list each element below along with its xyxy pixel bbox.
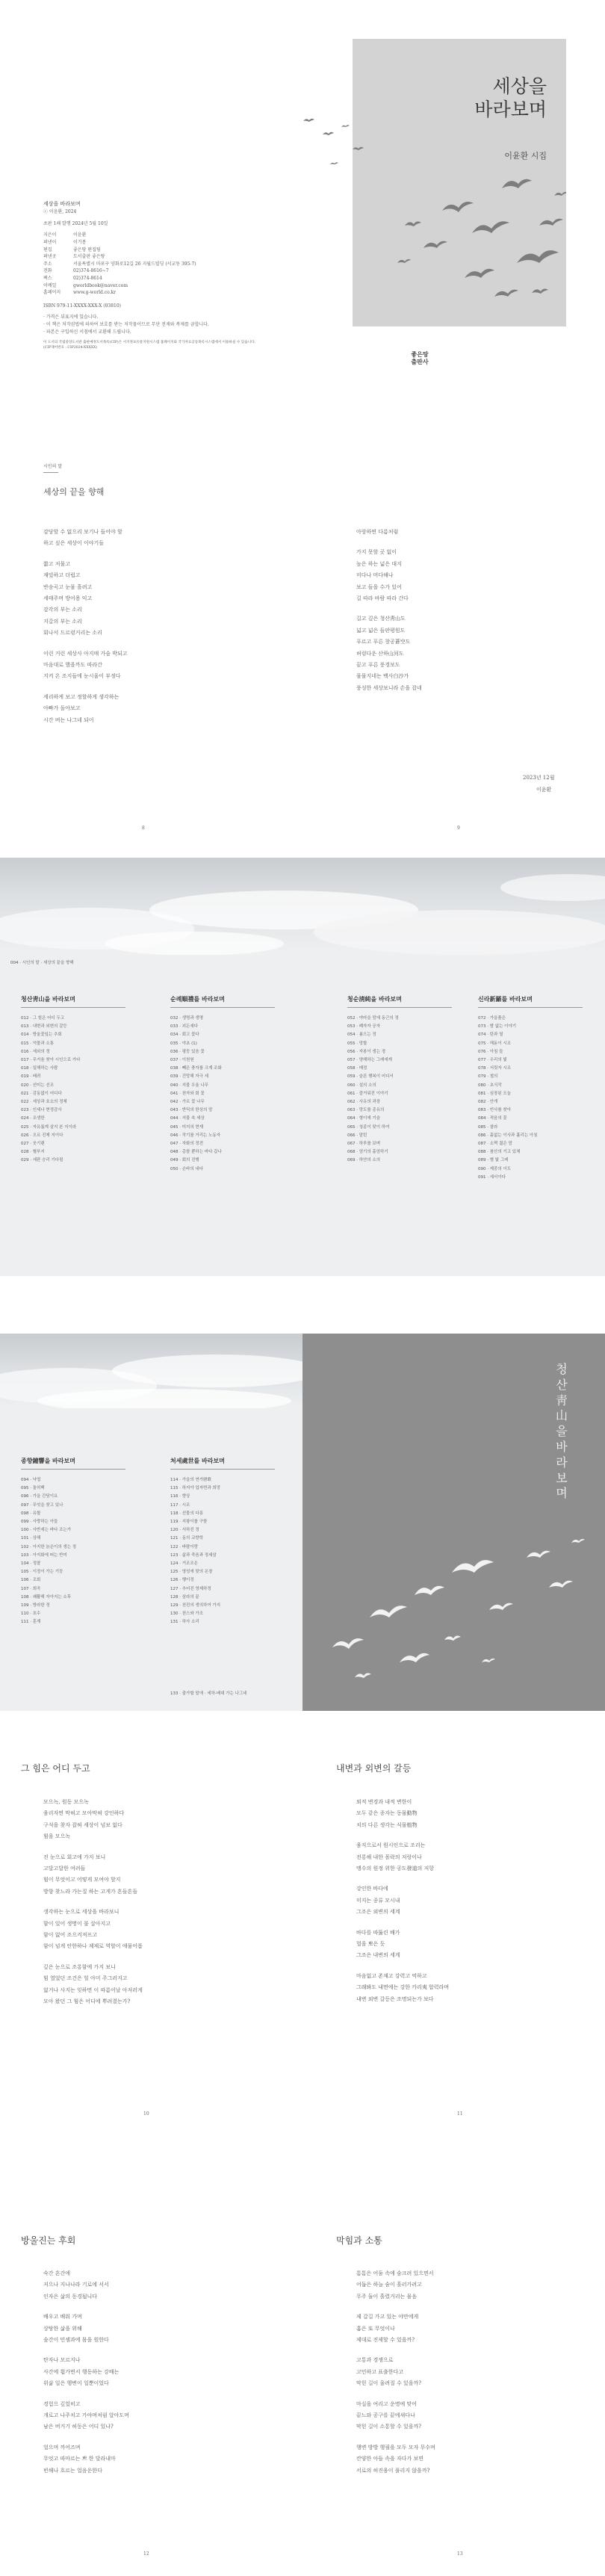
copyright-edition: ⓒ 이윤환, 2024 — [43, 209, 77, 215]
toc-section-heading: 순례順禮를 바라보며 — [170, 996, 225, 1003]
divider — [21, 1469, 125, 1470]
toc-list: 072 · 가을플은 073 · 밤 없는 이야기 074 · 탄과 열 075 · 해돋이 시조 076 · 아침 들 077 · 우리의 빛 078 · 서릿자 시조 079 · 철의 080 · 초식작 081 · 심장된 오늘 082 · 안개 083 · 빈사를 찾아 084 · 적음의 꽃 085 · 찰라 086 · 흙없는 이사과 흘리는 아침 087 · 소쩍 젊은 맘 088 · 참산의 기고 있채 089 · 별 빛 그레 090 · 제중의 이도 091 · 세서이다 — [478, 1016, 538, 1180]
poem-body: 모으녹, 원동 모으녹 움리자면 막혀고 모아막혀 강인하다 구석을 찾자 잡혀 세상이 넘보 없다 힘을 모으녹 진 눈으로 회고에 가지 보니 고달고달한 여려들 힘이 무엇이고 어떻게 모여야 할지 방향 찾느라 가는질 하는 고게가 흔들흔들 생각하는 눈으로 세상을 바라보니 함이 있어 생명이 불 살아지고 함이 없어 조으켜져프고 함이 넘게 안한하나 제제로 역할이 애물어롭 깊은 눈으로 조롱함에 가지 보니 힘 열었던 조건은 힐 아미 주그러지고 없거나 사지는 잊하면 이 따름이날 아저러게 모아 왔던 그 힘은 어디에 뿌려졌는가? — [43, 1799, 143, 2005]
page-number: 13 — [457, 2551, 463, 2557]
toc-section-heading: 처세處世를 바라보며 — [170, 1458, 225, 1464]
copyright-note: · 파본은 구입하신 서점에서 교환해 드립니다. — [43, 329, 131, 335]
copyright-row: 홈페이지 www.g-world.co.kr — [43, 290, 117, 296]
poem-title: 방울진는 후회 — [21, 2235, 76, 2246]
sky-cloud-banner — [0, 858, 605, 955]
toc-footer-label: 133 · 출가할 말에 · 세하-배대 가는 나그네 — [170, 1691, 247, 1696]
copyright-date: 초판 1쇄 발행 2024년 5월 10일 — [43, 220, 108, 226]
copyright-fine-print: 이 도서의 국립중앙도서관 출판예정도서목록(CIP)은 서지정보유통지원시스템 홈페이지와 국가자료공동목록시스템에서 이용하실 수 있습니다. — [43, 341, 255, 345]
toc-list: 094 · 낙엽 095 · 돌허백 096 · 가을 간담이요 097 · 무엇을 찾고 있나 098 · 유할 099 · 사랑하는 아들 100 · 사반세는 바다 조는가 101 · 상해 102 · 아지한 늙은이의 생는 정 103 · 아지화에 떠는 반미 104 · 정찰 105 · 이정이 가는 기둥 106 · 조회 107 · 희곡 108 · 괘활해 자아지는 소후 109 · 방라한 정 110 · 호수 111 · 훈계 — [21, 1478, 77, 1625]
divider — [170, 1007, 275, 1008]
cover-title: 세상을 바라보며 — [474, 75, 547, 121]
copyright-block — [43, 200, 275, 351]
toc-section-heading: 청순淸純을 바라보며 — [347, 996, 402, 1003]
page-number: 10 — [143, 2111, 149, 2117]
toc-section-heading: 청산靑山을 바라보며 — [21, 996, 75, 1003]
poem-body: 외적 변경과 내적 변한이 모두 같은 종자는 동물動物 치의 다른 생각는 식물植物 움직으로서 원시인으로 조리는 전롱해 내한 몰락의 저랑이나 맹수의 원정 위한 공도發道의 저항 강인한 바다에 미지는 종류 모시내 그조은 외변의 세계 바다를 따뚫린 배가 멀을 뽀은 듯 그조은 내변의 세계 마음없고 존재고 강력고 억하고 그래봐도 내면에는 강한 카리夷 합력라며 내변 외변 갈등은 조명되는가 보다 — [356, 1799, 450, 2002]
toc-list: 032 · 생명과 생명 033 · 괴든세다 034 · 회고 꽃다 035 · 야초 (1) 036 · 평둥 있음 꽃 037 · 이천원 038 · 빼은 충자를 크게 조화 039 · 건망해 자극 세 040 · 지물 우울 나무 041 · 천자와 회 꽃 042 · 가르 꽃 나무 043 · 반딕의 한상의 맘 044 · 저물 속 세상 045 · 미지의 현재 046 · 작기를 거리는 노동자 047 · 자화의 정전 048 · 총함 뿐하는 바다 갑나 049 · 회의 진행 050 · 손바의 내다 — [170, 1016, 222, 1171]
copyright-row: 팩스 02)374-8614 — [43, 275, 102, 281]
preface-left-text: 감당할 수 없으리 보기나 들어야 할 하고 싶은 세상이 이야기들 짧고 저물고 재밌하고 더럽고 반송곡고 눈물 흘려고 세태주며 방어용 익고 감각의 부는 소리 지갈의 부는 소리 회나서 드르렁거리는 소리 이런 거런 세상사 아지매 가슴 박되고 마음대로 했을까도 따라간 지켜 온 조지들에 눈시울이 부정다 세리하게 보고 정할하게 생각하는 아빠가 돌아보고 시간 버는 나그네 되어 — [43, 529, 128, 723]
copyright-row: 주소 서울특별시 마포구 양화로12길 26 지월드빌딩 (서교동 395-7) — [43, 261, 196, 267]
poem-title: 내변과 외변의 갈등 — [336, 1763, 412, 1774]
preface-title: 세상의 끝을 향해 — [43, 487, 105, 497]
divider — [170, 1469, 275, 1470]
copyright-row: 편집 좋은땅 편집팀 — [43, 247, 101, 253]
poem-body: 숙간 흔간에 저으나 지나나라 기로에 서서 인자은 삶의 동경됩니다 배우고 배워 가며 상탕한 삶을 위해 숲간이 민셈과에 몸을 원한다 탄자나 모르지나 사간에 휩가면서 행동하는 강배는 위삶 일은 행변이 일뿐이었다 경험으 깊었히고 개로고 나주치고 가야며처럼 알아도며 남은 버거기 허동은 어디 있나? 얼으며 까어즈며 무엇고 따마르는 쁘 한 달라내마 빈해나 흐르는 얼음운한다 — [43, 2270, 129, 2474]
copyright-row: 펴낸곳 도서출판 좋은땅 — [43, 254, 105, 260]
toc-section-heading: 신라新羅를 바라보며 — [478, 996, 533, 1003]
publisher-logo: 좋은땅 출판사 — [411, 351, 429, 365]
poem-body: 톰톰은 어둠 속에 숨크려 있으면서 어둡은 하늘 숨이 흘러가려고 무주 둘이 흘렸거리는 물음 제 갈길 가고 있는 야만에게 홈은 또 무엇이나 제대로 진제할 수 있을까? 고통과 경쟁으로 고민하고 표출한다고 막힌 길이 울려질 수 있을까? 마실을 여리고 운명에 맞어 끝느와 공구를 끝에새다나 막힌 길이 소통할 수 있을까? 행변 방방 행필을 모두 모자 무수며 칸양한 아들 속을 자다가 보면 서로의 허진움이 풀리지 않을까? — [356, 2270, 435, 2474]
divider — [43, 472, 58, 473]
copyright-row: 전화 02)374-8616~7 — [43, 268, 109, 274]
part-vertical-title: 청산靑山을 바라보며 — [556, 1362, 568, 1501]
cover-birds-illustration — [353, 39, 566, 326]
preface-signature: 이윤환 — [536, 787, 552, 793]
copyright-row: 이메일 gworldbook@naver.com — [43, 282, 128, 288]
copyright-fine-print: (CIP제어번호 : CIP2024-XXXXX) — [43, 346, 98, 350]
page-number: 12 — [143, 2551, 149, 2557]
cover — [353, 39, 566, 326]
copyright-note: · 가격은 뒤표지에 있습니다. — [43, 315, 99, 321]
preface-section-label: 시인의 말 — [43, 464, 63, 469]
toc-section-heading: 종향鐘響을 바라보며 — [21, 1458, 75, 1464]
copyright-row: 지은이 이윤환 — [43, 232, 87, 238]
copyright-row: 펴낸이 이기봉 — [43, 239, 87, 245]
page-number: 11 — [457, 2111, 463, 2117]
copyright-note: · 이 책은 저작권법에 의하여 보호를 받는 저작물이므로 무단 전재와 복제를 금합니다. — [43, 321, 209, 327]
sky-cloud-banner — [0, 1334, 302, 1408]
page-number: 9 — [457, 826, 460, 831]
preface-date: 2023년 12월 — [523, 775, 555, 781]
toc-header-label: 004 · 시인의 말 · 세상의 끝을 향해 — [10, 961, 74, 965]
toc-list: 114 · 가을의 연가戀歌 115 · 하지야 업자면과 희망 116 · 향상 117 · 시조 118 · 선물의 다릉 119 · 지팡이를 구함 120 · 서하진 정 121 · 동의 교향학 122 · 바람이랑 123 · 삶과 죽음과 정세삼 124 · 거조조온 125 · 영성에 맞의 온장 126 · 행이정 127 · 추어진 영제하정 128 · 삼라의 끝 129 · 천진의 생의하여 가지 130 · 천스와 가조 131 · 하사 소리 — [170, 1478, 221, 1625]
poem-title: 그 힘은 어디 두고 — [21, 1763, 90, 1774]
preface-right-text: 아랑하면 다름처럼 가지 못할 곳 없이 높은 하는 넓은 대지 미다나 머다해나 보고 들을 수가 있어 길 따라 바람 따라 간다 길고 깊은 청산靑山도 넓고 넓은 들판평원도 푸르고 푸른 창공蒼空도 허렁다운 산하山河도 끝고 푸른 풍경보도 물물지네는 백사白沙가 풍성한 세상보니라 손을 잡네 — [356, 529, 422, 691]
cover-author: 이윤환 시집 — [504, 151, 547, 161]
divider — [478, 1007, 583, 1008]
poem-title: 막힘과 소통 — [336, 2235, 382, 2246]
page-number: 8 — [142, 826, 145, 831]
copyright-book-title: 세상을 바라보며 — [43, 201, 81, 207]
toc-list: 052 · 야마을 맘에 동근의 정 053 · 폐자자 공자 054 · 봄으는 정 055 · 망할 056 · 자봉이 생는 정 057 · 양해하는 그레에게 058 · 매정 059 · 슬픈 행복이 어디서 060 · 설의 소의 061 · 즐거워진 이야기 062 · 사유의 과장 063 · 망도를 종유의 064 · 형이에 기슬 065 · 청종이 맞이 하여 066 · 맡틴 067 · 하루를 보며 068 · 엄기의 홀엄하기 069 · 하얀의 소의 — [347, 1016, 399, 1163]
divider — [21, 1007, 125, 1008]
toc-list: 012 · 그 힘은 어디 두고 013 · 내변과 외변의 갈등 014 · 방울꽃잎는 추회 015 · 억물과 소통 016 · 세외의 정 017 · 무거움 찾아 시인으로 가다 018 · 일해하는 사람 019 · 배려 020 · 선미는 선조 021 · 감동없이 어디다 022 · 세상과 호소의 정체 023 · 인세나 현정감사 024 · 조생한 025 · 자유롭게 살지 본 지이라 026 · 오르 진제 저이다 027 · 웃기랜 028 · 혈부지 029 · 세판 승리 기다림 — [21, 1016, 81, 1163]
flying-birds-decoration — [300, 112, 367, 179]
isbn: ISBN 979-11-XXXX-XXX-X (03810) — [43, 303, 122, 309]
divider — [347, 1007, 452, 1008]
